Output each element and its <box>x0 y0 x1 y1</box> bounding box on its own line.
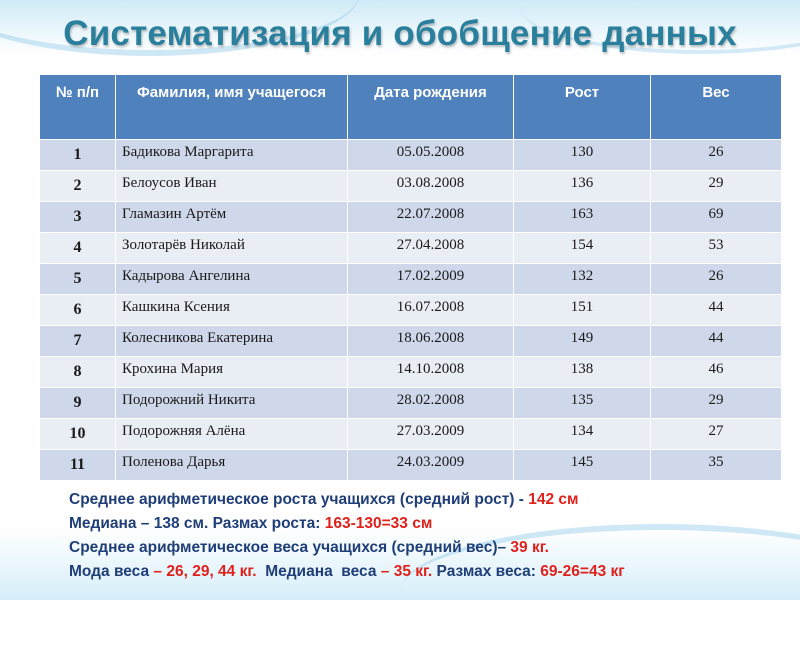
table-row <box>40 233 782 264</box>
row-num-cell: 5 <box>40 264 116 295</box>
table-row <box>40 357 782 388</box>
weight-cell: 26 <box>651 264 782 295</box>
table-row <box>40 171 782 202</box>
birth-date-cell: 28.02.2008 <box>348 388 514 419</box>
height-cell: 145 <box>514 450 651 481</box>
weight-range-value: 69-26=43 кг <box>540 563 625 580</box>
table-row <box>40 202 782 233</box>
table-row <box>40 419 782 450</box>
weight-mode-value: – 26, 29, 44 кг. <box>153 563 257 580</box>
birth-date-cell: 16.07.2008 <box>348 295 514 326</box>
height-cell: 151 <box>514 295 651 326</box>
height-cell: 132 <box>514 264 651 295</box>
weight-cell: 46 <box>651 357 782 388</box>
height-cell: 163 <box>514 202 651 233</box>
birth-date-cell: 17.02.2009 <box>348 264 514 295</box>
weight-mode-label: Мода веса <box>69 563 154 580</box>
weight-cell: 44 <box>651 326 782 357</box>
weight-cell: 29 <box>651 388 782 419</box>
student-name-cell: Колесникова Екатерина <box>116 326 348 357</box>
student-name-cell: Кадырова Ангелина <box>116 264 348 295</box>
mean-height-label: Среднее арифметическое роста учащихся (средний рост) - <box>69 491 529 508</box>
table-body <box>40 140 782 481</box>
weight-cell: 35 <box>651 450 782 481</box>
student-name-cell: Бадикова Маргарита <box>116 140 348 171</box>
weight-cell: 29 <box>651 171 782 202</box>
row-num-cell: 1 <box>40 140 116 171</box>
height-cell: 136 <box>514 171 651 202</box>
stats-line-mean-height <box>69 488 789 512</box>
birth-date-cell: 22.07.2008 <box>348 202 514 233</box>
birth-date-cell: 24.03.2009 <box>348 450 514 481</box>
student-name-cell: Поленова Дарья <box>116 450 348 481</box>
height-cell: 154 <box>514 233 651 264</box>
stats-line-mean-weight <box>69 536 789 560</box>
table-header-row <box>40 75 782 140</box>
weight-median-value: – 35 кг. <box>380 563 433 580</box>
row-num-cell: 2 <box>40 171 116 202</box>
row-num-cell: 6 <box>40 295 116 326</box>
stats-line-weight-mode-median-range <box>69 560 789 584</box>
header-height: Рост <box>514 75 651 140</box>
student-name-cell: Подорожняя Алёна <box>116 419 348 450</box>
weight-median-label: Медиана веса <box>256 563 381 580</box>
table-row <box>40 295 782 326</box>
header-weight: Вес <box>651 75 782 140</box>
weight-cell: 44 <box>651 295 782 326</box>
stats-line-median-height <box>69 512 789 536</box>
header-birth-date: Дата рождения <box>348 75 514 140</box>
table-row <box>40 388 782 419</box>
weight-cell: 26 <box>651 140 782 171</box>
slide-title: Систематизация и обобщение данных <box>63 14 737 53</box>
birth-date-cell: 27.03.2009 <box>348 419 514 450</box>
mean-height-value: 142 см <box>528 491 579 508</box>
birth-date-cell: 18.06.2008 <box>348 326 514 357</box>
height-cell: 135 <box>514 388 651 419</box>
student-name-cell: Кашкина Ксения <box>116 295 348 326</box>
student-name-cell: Белоусов Иван <box>116 171 348 202</box>
student-name-cell: Золотарёв Николай <box>116 233 348 264</box>
header-num: № п/п <box>40 75 116 140</box>
weight-range-label: Размах веса: <box>432 563 541 580</box>
table-row <box>40 326 782 357</box>
students-table <box>39 74 782 481</box>
weight-cell: 69 <box>651 202 782 233</box>
student-name-cell: Подорожний Никита <box>116 388 348 419</box>
birth-date-cell: 14.10.2008 <box>348 357 514 388</box>
birth-date-cell: 03.08.2008 <box>348 171 514 202</box>
height-cell: 138 <box>514 357 651 388</box>
birth-date-cell: 05.05.2008 <box>348 140 514 171</box>
row-num-cell: 7 <box>40 326 116 357</box>
row-num-cell: 4 <box>40 233 116 264</box>
weight-cell: 53 <box>651 233 782 264</box>
row-num-cell: 9 <box>40 388 116 419</box>
row-num-cell: 10 <box>40 419 116 450</box>
table-row <box>40 450 782 481</box>
row-num-cell: 8 <box>40 357 116 388</box>
mean-weight-label: Среднее арифметическое веса учащихся (средний вес)– <box>69 539 511 556</box>
student-name-cell: Гламазин Артём <box>116 202 348 233</box>
row-num-cell: 3 <box>40 202 116 233</box>
header-name: Фамилия, имя учащегося <box>116 75 348 140</box>
row-num-cell: 11 <box>40 450 116 481</box>
table-row <box>40 264 782 295</box>
height-cell: 134 <box>514 419 651 450</box>
height-cell: 149 <box>514 326 651 357</box>
mean-weight-value: 39 кг. <box>510 539 549 556</box>
height-cell: 130 <box>514 140 651 171</box>
median-height-label: Медиана – 138 см. Размах роста: <box>69 515 325 532</box>
statistics-summary <box>69 488 789 584</box>
table-row <box>40 140 782 171</box>
weight-cell: 27 <box>651 419 782 450</box>
height-range-value: 163-130=33 см <box>324 515 433 532</box>
student-name-cell: Крохина Мария <box>116 357 348 388</box>
birth-date-cell: 27.04.2008 <box>348 233 514 264</box>
